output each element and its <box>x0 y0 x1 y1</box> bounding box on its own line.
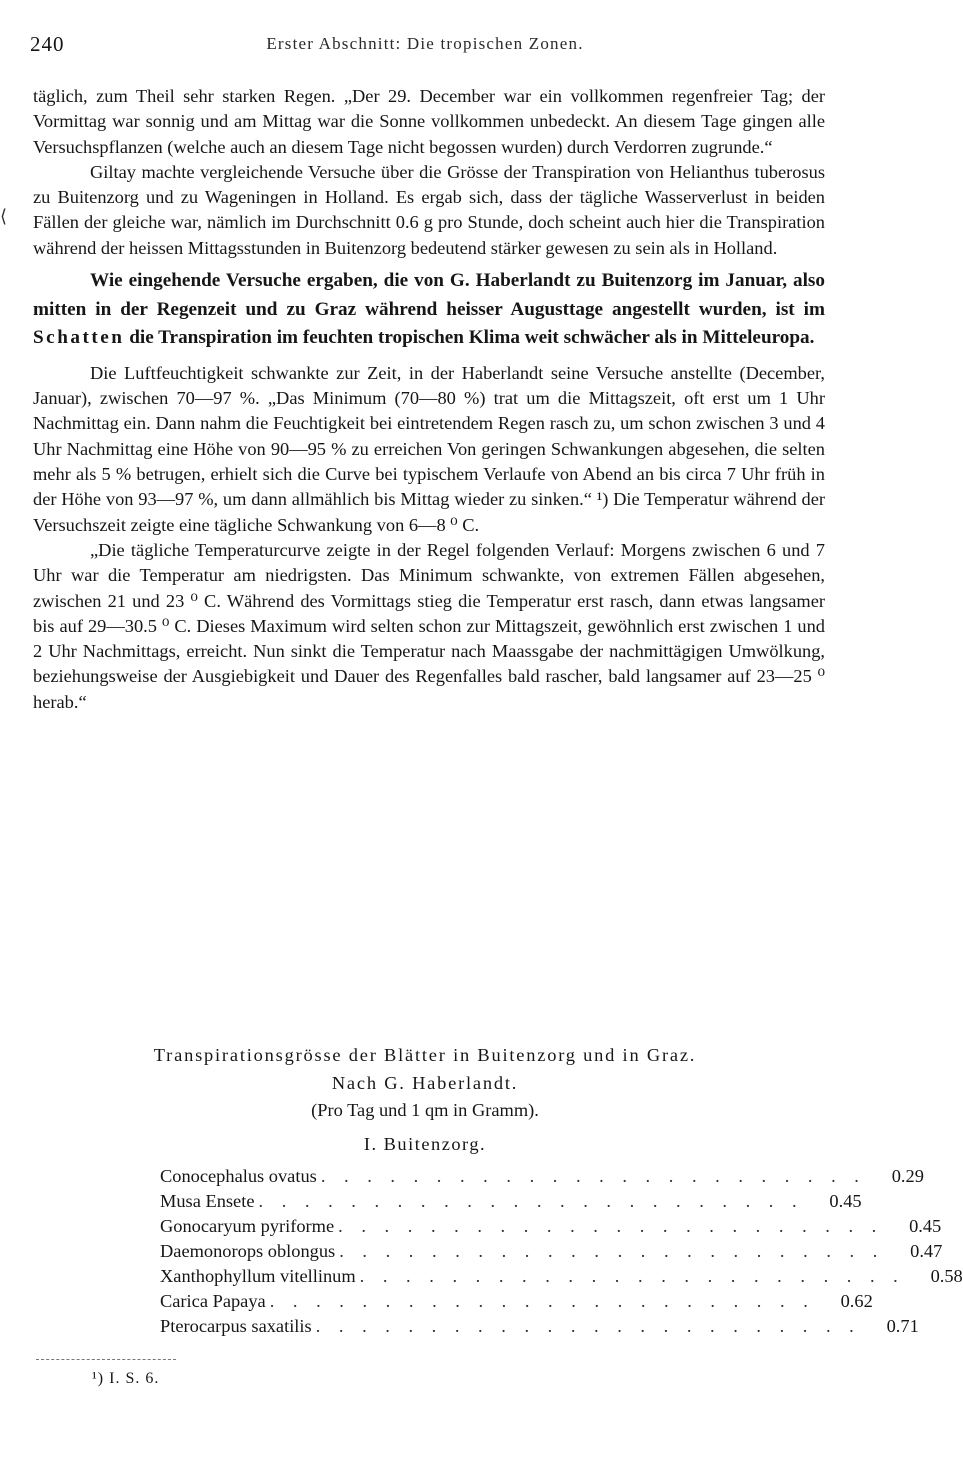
footnote: ¹) I. S. 6. <box>92 1370 160 1387</box>
table-row <box>160 1241 943 1266</box>
table-title <box>0 1041 850 1097</box>
table-section-heading: I. Buitenzorg. <box>363 1134 487 1154</box>
dot-leader: . . . . . . . . . . . . . . . . . . . . . . . . <box>359 1266 905 1286</box>
dot-leader: . . . . . . . . . . . . . . . . . . . . . . . . <box>338 1216 884 1236</box>
dot-leader: . . . . . . . . . . . . . . . . . . . . . . . . <box>258 1191 804 1211</box>
dot-leader: . . . . . . . . . . . . . . . . . . . . . . . . <box>315 1316 861 1336</box>
paragraph-2: Giltay machte vergleichende Versuche über die Grösse der Transpiration von Helianthus tuberosus zu Buitenzorg und zu Wageningen in Holland. Es ergab sich, dass der tägliche Wasserverlust in beiden Fällen der gleiche war, nämlich im Durchschnitt 0.6 g pro Stunde, doch scheint auch hier die Transpiration während der heissen Mittagsstunden in Buitenzorg bedeutend stärker gewesen zu sein als in Holland. <box>33 161 825 258</box>
dot-leader: . . . . . . . . . . . . . . . . . . . . . . . . <box>339 1241 885 1261</box>
dot-leader: . . . . . . . . . . . . . . . . . . . . . . . . <box>269 1291 815 1311</box>
table-row <box>160 1216 942 1241</box>
dot-leader: . . . . . . . . . . . . . . . . . . . . . . . . <box>320 1166 866 1186</box>
paragraph-3-spaced-word: Schatten <box>33 327 125 349</box>
table-row <box>160 1191 862 1216</box>
paragraph-4: Die Luftfeuchtigkeit schwankte zur Zeit, in der Haberlandt seine Versuche anstellte (December, Januar), zwischen 70—97 %. „Das Minimum (70—80 %) trat um die Mittagszeit, oft erst um 1 Uhr Nachmittag ein. Dann nahm die Feuchtigkeit bei eintretendem Regen rasch zu, um schon zwischen 3 und 4 Uhr Nachmittag eine Höhe von 90—95 % zu erreichen Von geringen Schwankungen abgesehen, die selten mehr als 5 % betrugen, erhielt sich die Curve bei typischem Verlaufe von Abend an bis circa 7 Uhr früh in der Höhe von 93—97 %, um dann allmählich bis Mittag wieder zu sinken.“ ¹) Die Temperatur während der Versuchszeit zeigte eine tägliche Schwankung von 6—8 ⁰ C. <box>33 362 825 535</box>
table-row <box>160 1166 924 1191</box>
species-name: Xanthophyllum vitellinum <box>160 1266 356 1286</box>
transpiration-table <box>160 1166 963 1341</box>
table-row <box>160 1291 873 1316</box>
species-name: Daemonorops oblongus <box>160 1241 336 1261</box>
margin-mark: ⟨ <box>0 206 8 226</box>
transpiration-value: 0.47 <box>910 1241 943 1261</box>
transpiration-value: 0.58 <box>930 1266 963 1286</box>
paragraph-3-bold <box>33 267 825 353</box>
table-row <box>160 1316 919 1341</box>
paragraph-3-part-b: die Transpiration im feuchten tropischen Klima weit schwächer als in Mitteleuropa. <box>124 327 815 349</box>
species-name: Gonocaryum pyriforme <box>160 1216 335 1236</box>
paragraph-1: täglich, zum Theil sehr starken Regen. „Der 29. December war ein vollkommen regenfreier Tag; der Vormittag war sonnig und am Mittag war die Sonne vollkommen unbedeckt. An diesem Tage gingen alle Versuchspflanzen (welche auch an diesem Tage nicht begossen wurden) durch Verdorren zugrunde.“ <box>33 86 825 157</box>
body-text <box>33 84 825 715</box>
species-name: Musa Ensete <box>160 1191 255 1211</box>
paragraph-5: „Die tägliche Temperaturcurve zeigte in der Regel folgenden Verlauf: Morgens zwischen 6 und 7 Uhr war die Temperatur am niedrigsten. Das Minimum schwankte, von extremen Fällen abgesehen, zwischen 21 und 23 ⁰ C. Während des Vormittags stieg die Temperatur erst rasch, dann etwas langsamer bis auf 29—30.5 ⁰ C. Dieses Maximum wird selten schon zur Mittagszeit, gewöhnlich erst zwischen 1 und 2 Uhr Nachmittags, erreicht. Nun sinkt die Temperatur nach Maassgabe der nachmittägigen Umwölkung, beziehungsweise der Ausgiebigkeit und Dauer des Regenfalles bald rascher, bald langsamer auf 23—25 ⁰ herab.“ <box>33 539 825 712</box>
table-row <box>160 1266 963 1291</box>
species-name: Conocephalus ovatus <box>160 1166 317 1186</box>
transpiration-value: 0.45 <box>829 1191 862 1211</box>
table-title-line-2: Nach G. Haberlandt. <box>331 1073 519 1093</box>
footnote-rule <box>36 1359 176 1360</box>
paragraph-3-part-a: Wie eingehende Versuche ergaben, die von G. Haberlandt zu Buitenzorg im Januar, also mitten in der Regenzeit und zu Graz während heisser Augusttage angestellt wurden, ist im <box>33 270 825 320</box>
table-subtitle: (Pro Tag und 1 qm in Gramm). <box>311 1100 539 1120</box>
running-head: Erster Abschnitt: Die tropischen Zonen. <box>266 34 584 53</box>
transpiration-value: 0.62 <box>840 1291 873 1311</box>
page-number: 240 <box>30 32 65 56</box>
transpiration-value: 0.71 <box>886 1316 919 1336</box>
species-name: Carica Papaya <box>160 1291 266 1311</box>
transpiration-value: 0.45 <box>909 1216 942 1236</box>
page-header <box>30 32 820 62</box>
transpiration-value: 0.29 <box>891 1166 924 1186</box>
table-title-line-1: Transpirationsgrösse der Blätter in Buitenzorg und in Graz. <box>153 1045 697 1065</box>
species-name: Pterocarpus saxatilis <box>160 1316 312 1336</box>
